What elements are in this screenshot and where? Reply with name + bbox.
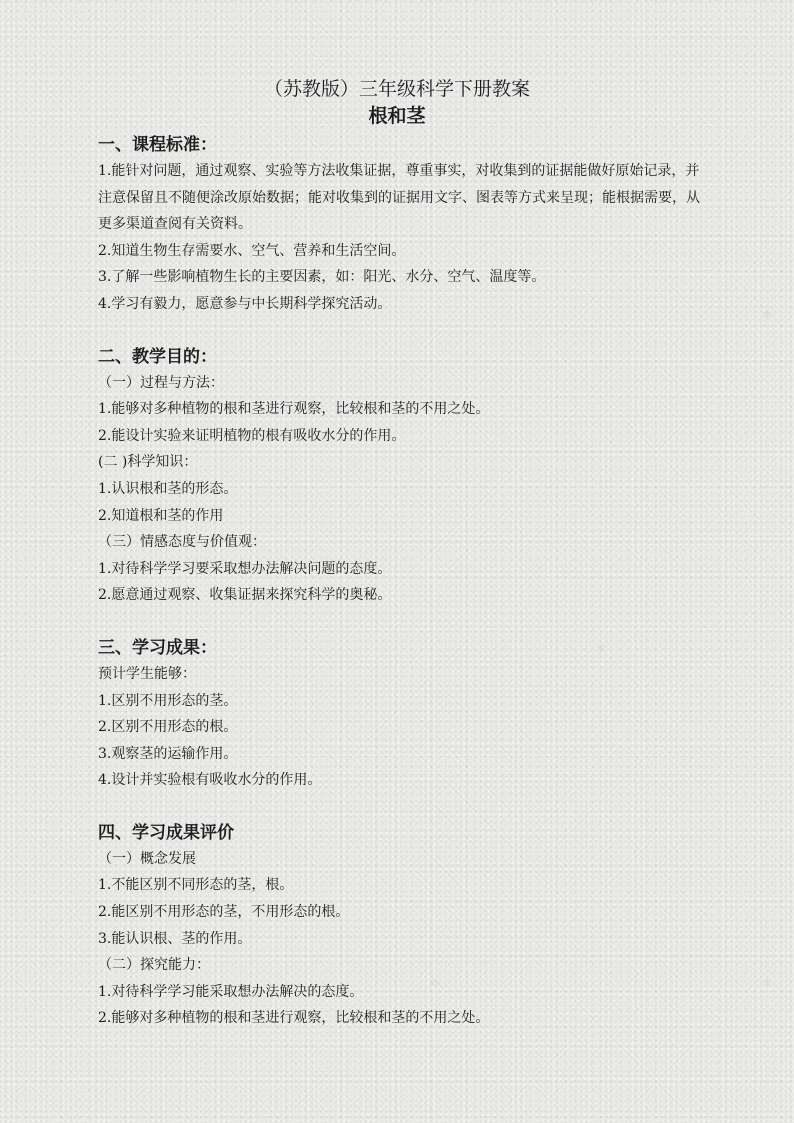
title-block [0, 76, 794, 130]
list-item: 2.能区别不用形态的茎，不用形态的根。 [98, 904, 350, 921]
subsection-heading: （三）情感态度与价值观： [98, 534, 266, 551]
list-item: 2.知道生物生存需要水、空气、营养和生活空间。 [98, 242, 406, 259]
list-item: 4.学习有毅力，愿意参与中长期科学探究活动。 [98, 295, 392, 312]
section-curriculum-standards [98, 132, 708, 318]
document-title: （苏教版）三年级科学下册教案 [263, 78, 530, 100]
list-item: 2.能设计实验来证明植物的根有吸收水分的作用。 [98, 427, 406, 444]
section-learning-outcomes [98, 635, 708, 794]
section-heading: 四、学习成果评价 [98, 822, 234, 843]
list-item: 4.设计并实验根有吸收水分的作用。 [98, 772, 322, 789]
list-item: 1.对待科学学习要采取想办法解决问题的态度。 [98, 560, 392, 577]
list-item: 3.了解一些影响植物生长的主要因素，如：阳光、水分、空气、温度等。 [98, 269, 546, 286]
watermark-mark: ✱ [762, 308, 773, 322]
list-intro: 预计学生能够： [98, 665, 196, 682]
list-item: 2.能够对多种植物的根和茎进行观察，比较根和茎的不用之处。 [98, 1010, 490, 1027]
section-teaching-objectives [98, 344, 708, 609]
section-heading: 三、学习成果： [98, 637, 217, 658]
watermark-mark: ✱ [762, 976, 773, 990]
subsection-heading: （二）探究能力： [98, 957, 210, 974]
section-heading: 一、课程标准： [98, 135, 217, 155]
watermark-mark: ✱ [430, 976, 441, 990]
list-item: 2.区别不用形态的根。 [98, 719, 238, 736]
list-item: 2.知道根和茎的作用 [98, 507, 224, 524]
document-subtitle: 根和茎 [368, 105, 426, 127]
list-item: 2.愿意通过观察、收集证据来探究科学的奥秘。 [98, 587, 392, 604]
document-body [98, 132, 708, 1032]
section-paragraph: 1.能针对问题，通过观察、实验等方法收集证据，尊重事实，对收集到的证据能做好原始记录，并注意保留且不随便涂改原始数据；能对收集到的证据用文字、图表等方式来呈现；能根据需要，从更多渠道查阅有关资料。 [98, 163, 700, 233]
list-item: 1.区别不用形态的茎。 [98, 692, 238, 709]
list-item: 1.能够对多种植物的根和茎进行观察，比较根和茎的不用之处。 [98, 401, 490, 418]
list-item: 3.能认识根、茎的作用。 [98, 930, 252, 947]
watermark-mark: ✱ [596, 642, 607, 656]
list-item: 1.对待科学学习能采取想办法解决的态度。 [98, 983, 364, 1000]
list-item: 3.观察茎的运输作用。 [98, 745, 238, 762]
subsection-heading: (二 )科学知识： [98, 454, 198, 471]
subsection-heading: （一）过程与方法： [98, 374, 224, 391]
list-item: 1.不能区别不同形态的茎，根。 [98, 877, 294, 894]
section-outcome-evaluation [98, 820, 708, 1032]
subsection-heading: （一）概念发展 [98, 850, 196, 867]
list-item: 1.认识根和茎的形态。 [98, 480, 238, 497]
section-heading: 二、教学目的： [98, 346, 217, 367]
